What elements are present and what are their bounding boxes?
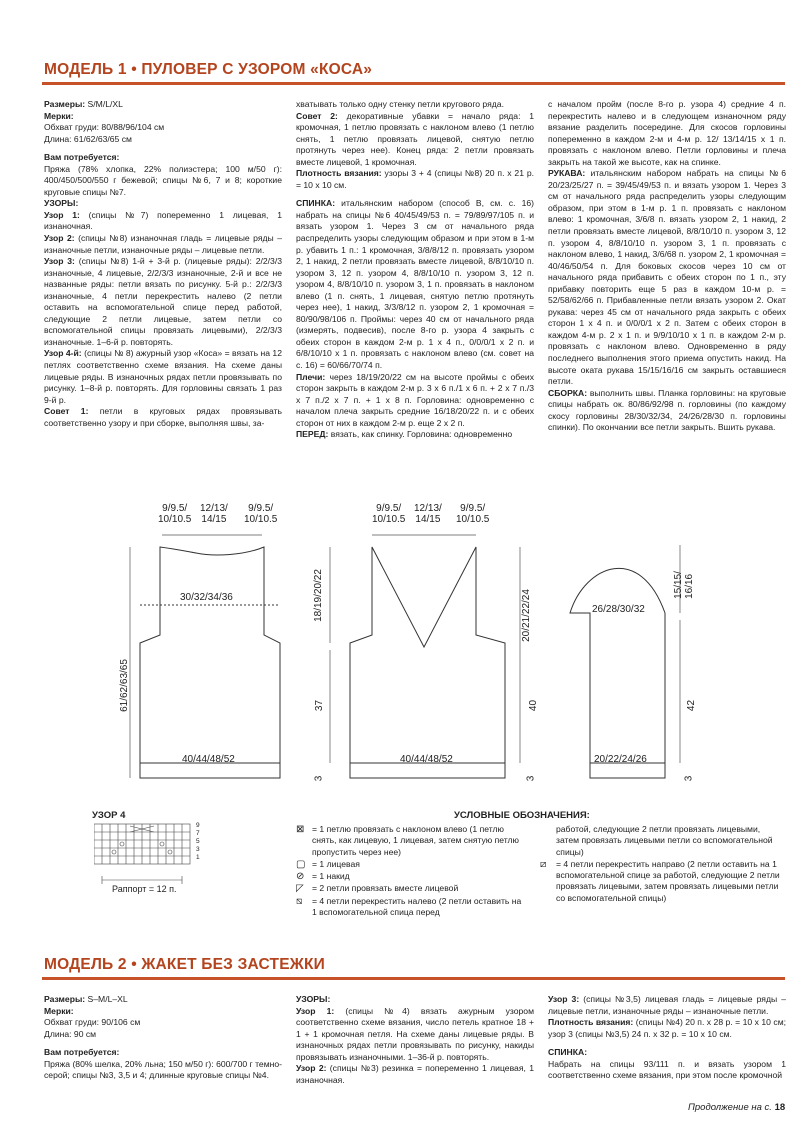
paragraph [548, 1047, 786, 1059]
paragraph-heading: Узор 2: [44, 233, 75, 244]
front-shoulder-right-text: 9/9.5/ 10/10.5 [456, 503, 490, 525]
model2-column-3 [548, 994, 786, 1104]
legend-item [540, 859, 780, 904]
paragraph-text: декоративные убавки = начало ряда: 1 кромочная, 1 петлю провязать с наклоном влево (1 петлю снять, 1 петлю провязать лицевой, снятую петлю протянуть через нее). Конец ряда: 2 петли провязать вместе лицевой, 1 кромочная. [296, 110, 534, 167]
paragraph-heading: Узор 1: [44, 209, 80, 220]
paragraph-text: (спицы №8) изнаночная гладь = лицевые ряды – изнаночные петли, изнаночные ряды – лицевые петли. [44, 233, 282, 255]
legend-item [540, 824, 780, 858]
back-schematic [140, 547, 280, 778]
paragraph-gap [296, 191, 534, 198]
legend-right [540, 824, 780, 905]
continued-page: 18 [774, 1102, 786, 1113]
paragraph [296, 1063, 534, 1086]
legend-symbol-icon: ▢ [296, 858, 306, 870]
back-neck-dim [200, 503, 228, 525]
back-rib-dim: 3 [313, 775, 325, 782]
front-neck-dim [414, 503, 442, 525]
paragraph [44, 164, 282, 199]
sleeve-width-dim: 26/28/30/32 [592, 604, 645, 615]
paragraph-heading: СПИНКА: [296, 198, 336, 209]
paragraph-heading: Узор 3: [44, 256, 75, 267]
paragraph-gap [548, 1040, 786, 1047]
paragraph-heading: Мерки: [44, 110, 74, 121]
paragraph-text: (спицы №4) вязать ажурным узором соответственно схеме вязания, число петель кратное 18 + 1 + 1 кромочная петля. На схеме даны лицевые ряды. В изнаночных рядах петли провязывать по рисунку, накиды провязывать изнаночными. 1–36-й р. повторять. [296, 1005, 534, 1062]
legend-symbol-icon: ⧅ [296, 895, 303, 907]
back-shoulder-right-text: 9/9.5/ 10/10.5 [244, 503, 278, 525]
paragraph-heading: СБОРКА: [548, 387, 588, 398]
continued-note [688, 1102, 785, 1113]
paragraph-text: (спицы №8) 1-й + 3-й р. (лицевые ряды): 2/2/3/3 изнаночные, 4 лицевые, 2/2/3/3 изнаночные, 2-й и все не названные ряды: петли вязать по рисунку. 5-й р.: 2/2/3/3 изнаночные, 4 петли перекрестить налево (2 петли оставить на вспомогательной спице перед работой, следующие 2 петли лицевые, затем петли со вспомогательной спицы провязать лицевыми), 2/2/3/3 изнаночные. 1–6-й р. повторять. [44, 256, 282, 347]
legend-symbol-icon [540, 824, 556, 858]
paragraph-text: итальянским набором набрать на спицы №6 20/23/25/27 п. = 39/45/49/53 п. и вязать узором 1. Через 3 см от начального ряда распределить узоры следующим образом, при этом в 1-м р. 1 п. провязать с наклоном влево: 1 кромочная, 3/6/8 п. вязать узором 2, 1 накид, 2 петли провязать вместе лицевой, 8/8/10/10 п. узором 3, 12 п. узором 4, 8/8/10/10 п. узором 3, 1 п. провязать с наклоном влево, 1 накид, 3/6/68 п. узором 2, 1 кромочная = 40/46/50/54 п. Для боковых скосов через 10 см от начального ряда прибавить с обеих сторон по 1 п., эту прибавку повторить еще 5 раз в каждом 10-м р. = 52/58/62/66 п. Прибавленные петли вязать узором 2. Окат рукава: через 45 см от начального ряда закрыть с обеих сторон 1 x 4 п. и 0/0/0/1 x 2 п. Затем с обеих сторон в каждом 4-м р. 2 x 1 п. и 9/9/10/10 x 1 п. в каждом 2-м р. провязать с наклоном влево. Одновременно в ряду последнего выполнения этого приема опустить накид. На высоте оката рукава 15/15/16/16 см закрыть оставшиеся петли. [548, 168, 786, 387]
model1-title: МОДЕЛЬ 1 • ПУЛОВЕР С УЗОРОМ «КОСА» [44, 61, 373, 78]
sleeve-cuff-dim: 20/22/24/26 [594, 754, 647, 765]
front-neck-depth-dim: 20/21/22/24 [520, 589, 532, 642]
front-schematic [350, 547, 505, 778]
scheme-rapport: Раппорт = 12 п. [112, 884, 177, 894]
paragraph [44, 1017, 282, 1029]
paragraph-heading: Плотность вязания: [548, 1017, 634, 1028]
paragraph [44, 233, 282, 256]
scheme-row-1: 1 [196, 854, 200, 861]
legend-symbol-icon: ⊠ [296, 824, 305, 835]
sleeve-length-dim: 42 [686, 699, 698, 712]
paragraph-heading: Совет 1: [44, 406, 89, 417]
front-shoulder-left-dim [372, 503, 405, 525]
paragraph-heading: УЗОРЫ: [44, 198, 79, 209]
paragraph-heading: Размеры: [44, 994, 86, 1004]
paragraph-heading: ПЕРЕД: [296, 429, 329, 440]
paragraph-heading: Узор 2: [296, 1063, 327, 1074]
legend-text: = 4 петли перекрестить налево (2 петли оставить на 1 вспомогательной спица перед [312, 895, 522, 918]
sleeve-rib-dim: 3 [683, 775, 695, 782]
paragraph-heading: Узор 1: [296, 1005, 335, 1016]
paragraph [44, 994, 282, 1006]
paragraph [44, 111, 282, 123]
model1-column-1 [44, 99, 282, 497]
paragraph-text: (спицы №3,5) лицевая гладь = лицевые ряды – лицевые петли, изнаночные ряды – изнаночные петли. [548, 994, 786, 1016]
paragraph [548, 994, 786, 1017]
paragraph [296, 168, 534, 191]
back-side-dim: 37 [314, 699, 326, 712]
model1-column-3 [548, 99, 786, 497]
paragraph-text: Обхват груди: 90/106 см [44, 1017, 141, 1028]
paragraph [296, 372, 534, 430]
legend-item [296, 871, 526, 882]
model2-column-2 [296, 994, 534, 1104]
model1-title-rule [42, 82, 785, 85]
legend-title: УСЛОВНЫЕ ОБОЗНАЧЕНИЯ: [454, 810, 590, 821]
paragraph-heading: Узор 3: [548, 994, 580, 1004]
back-hem-dim: 40/44/48/52 [182, 754, 235, 765]
scheme-row-3: 3 [196, 846, 200, 853]
paragraph-heading: Вам потребуется: [44, 1047, 120, 1058]
paragraph [44, 99, 282, 111]
paragraph-text: Набрать на спицы 93/111 п. и вязать узором 1 соответственно схеме вязания, при этом после кромочной [548, 1058, 786, 1081]
paragraph-text: (спицы №4) 20 п. x 28 р. = 10 x 10 см; узор 3 (спицы №3,5) 24 п. x 32 р. = 10 x 10 см. [548, 1017, 786, 1039]
front-rib-dim: 3 [525, 775, 537, 782]
paragraph-text: Пряжа (78% хлопка, 22% полиэстера; 100 м/50 г): 400/450/500/550 г бежевой; спицы №6, 7 и 8; короткие круговые спицы №7. [44, 163, 282, 197]
paragraph [296, 429, 534, 441]
paragraph [296, 99, 534, 111]
paragraph [548, 388, 786, 434]
paragraph-text: выполнить швы. Планка горловины: на круговые спицы набрать ок. 80/86/92/98 п. горловины (по каждому скосу горловины 28/30/32/34, 24/26/28/30 п. горловины спинки). По окончании все петли закрыть. Вшить рукава. [548, 387, 786, 433]
back-height-dim: 61/62/63/65 [118, 659, 130, 712]
legend-text: работой, следующие 2 петли провязать лицевыми, затем провязать лицевыми петли со вспомогательной спицы) [556, 824, 773, 857]
legend-left [296, 824, 526, 919]
paragraph [548, 168, 786, 387]
paragraph [44, 152, 282, 164]
paragraph-gap [44, 1040, 282, 1047]
legend-item [296, 859, 526, 870]
legend-item [296, 824, 526, 858]
paragraph-text: (спицы №7) попеременно 1 лицевая, 1 изнаночная. [44, 209, 282, 232]
paragraph-text: через 18/19/20/22 см на высоте проймы с обеих сторон закрыть в каждом 2-м р. 3 x 6 п./1 x 6 п. + 2 x 7 п./3 x 7 п./2 x 7 п. + 1 x 8 п. Горловина: одновременно с началом плеча закрыть средние 16/18/20/22 п. и с обеих сторон от них в каждом 2-м р. еще 2 x 2 п. [296, 371, 534, 428]
front-side-dim: 40 [528, 699, 540, 712]
paragraph [548, 99, 786, 168]
paragraph-text: Пряжа (80% шелка, 20% льна; 150 м/50 г): 600/700 г темно-серой; спицы №3, 3,5 и 4; длинные круговые спицы №4. [44, 1058, 282, 1081]
paragraph-heading: Размеры: [44, 99, 86, 109]
paragraph-text: Длина: 90 см [44, 1028, 97, 1039]
paragraph-heading: СПИНКА: [548, 1047, 588, 1058]
paragraph [44, 1029, 282, 1041]
paragraph [296, 1006, 534, 1064]
model2-title: МОДЕЛЬ 2 • ЖАКЕТ БЕЗ ЗАСТЕЖКИ [44, 956, 325, 973]
paragraph-text: Обхват груди: 80/88/96/104 см [44, 122, 165, 133]
paragraph-text: S/M/L/XL [85, 99, 123, 109]
back-chest-dim: 30/32/34/36 [180, 592, 233, 603]
legend-text: = 1 накид [312, 871, 350, 882]
continued-text: Продолжение на с. [688, 1102, 775, 1113]
paragraph-text: хватывать только одну стенку петли кругового ряда. [296, 99, 504, 109]
paragraph [44, 348, 282, 406]
legend-item [296, 896, 526, 919]
model1-column-2 [296, 99, 534, 497]
paragraph [44, 122, 282, 134]
back-shoulder-left-text: 9/9.5/ 10/10.5 [158, 503, 192, 525]
paragraph-text: с началом пройм (после 8-го р. узора 4) средние 4 п. перекрестить налево и в следующем изнаночном ряду вязание разделить посередине. Для скосов горловины попеременно в каждом 2-м и 4-м р. 12/ 13/14/15 x 1 п. провязать с наклоном влево. Петли горловины и плеча закрыть на такой же высоте, как на спинке. [548, 99, 786, 167]
paragraph [44, 198, 282, 210]
paragraph-text: (спицы №3) резинка = попеременно 1 лицевая, 1 изнаночная. [296, 1063, 534, 1085]
legend-text: = 2 петли провязать вместе лицевой [312, 883, 459, 894]
legend-symbol-icon: ⊘ [296, 871, 305, 883]
pattern-schematics [0, 495, 800, 795]
paragraph-heading: Мерки: [44, 1005, 74, 1016]
paragraph-text: (спицы № 8) ажурный узор «Коса» = вязать на 12 петлях соответственно схеме вязания. На схеме даны лицевые ряды. В изнаночных рядах петли провязывать по рисунку. 1–8-й р. повторять. Для горловины связать 1 раз 9-й р. [44, 348, 282, 405]
paragraph-text: Длина: 61/62/63/65 см [44, 133, 132, 144]
paragraph [548, 1017, 786, 1040]
scheme-title: УЗОР 4 [92, 810, 126, 821]
front-shoulder-right-dim [456, 503, 489, 525]
model2-title-rule [42, 977, 785, 980]
paragraph-heading: Узор 4-й: [44, 348, 82, 359]
sleeve-schematic [570, 568, 665, 778]
back-shoulder-left-dim [158, 503, 191, 525]
paragraph-heading: Плотность вязания: [296, 168, 382, 179]
scheme-row-9: 9 [196, 822, 200, 829]
paragraph [44, 210, 282, 233]
front-hem-dim: 40/44/48/52 [400, 754, 453, 765]
paragraph [44, 406, 282, 429]
front-shoulder-left-text: 9/9.5/ 10/10.5 [372, 503, 406, 525]
back-neck-text: 12/13/ 14/15 [200, 503, 228, 525]
paragraph-heading: РУКАВА: [548, 168, 586, 179]
legend-text: = 1 лицевая [312, 858, 360, 869]
back-armhole-dim: 18/19/20/22 [312, 569, 324, 622]
paragraph-text: вязать, как спинку. Горловина: одновременно [328, 429, 513, 440]
paragraph [44, 1059, 282, 1082]
scheme-row-numbers [196, 822, 204, 862]
paragraph-heading: УЗОРЫ: [296, 994, 331, 1004]
paragraph [44, 1006, 282, 1018]
paragraph-text: S–M/L–XL [85, 994, 128, 1004]
sleeve-cap-dim: 15/15/ 16/16 [672, 571, 695, 599]
paragraph [296, 198, 534, 371]
paragraph-heading: Вам потребуется: [44, 152, 120, 163]
paragraph-text: петли в круговых рядах провязывать соответственно узору и при сборке, выполняя швы, за- [44, 406, 282, 428]
legend-symbol-icon: ◸ [296, 883, 304, 895]
legend-text: = 4 петли перекрестить направо (2 петли оставить на 1 вспомогательной спице за работой, следующие 2 петли провязать лицевыми, затем провязать лицевыми петли со вспомогательной спицы) [556, 858, 780, 903]
back-shoulder-right-dim [244, 503, 277, 525]
paragraph-text: итальянским набором (способ В, см. с. 16) набрать на спицы №6 40/45/49/53 п. = 79/89/97/105 п. и вязать узором 1. Через 3 см от начального ряда распределить узоры следующим образом и при этом в 1-м р. убавить 1 п.: 1 кромочная, 3/8/8/12 п. провязать узором 2, 1 накид, 2 петли провязать вместе лицевой, 8/8/10/10 п. узором 3, 12 п. узором 4, 8/8/10/10 п. узором 3, 12 п. узором 4, 8/8/10/10 п. узором 3, 1 п. провязать в наклоном влево (1 п. снять, 1 лицевая, снятую петлю протянуть через нее), 1 накид, 3/3/8/12 п. узором 2, 1 кромочная = 80/90/98/106 п. Проймы: через 40 см от начального ряда (измерять, подвесив), после 8-го р. узора 4 закрыть с обеих сторон в каждом 2-м р. 1 x 4 п., 0/0/0/1 x 2 п. и 6/8/10/10 x 1 п. провязать с наклоном влево (см. совет на с. 16) = 60/66/70/74 п. [296, 198, 534, 371]
scheme-row-5: 5 [196, 838, 200, 845]
paragraph [296, 111, 534, 169]
front-neck-text: 12/13/ 14/15 [414, 503, 442, 525]
paragraph [44, 1047, 282, 1059]
paragraph-heading: Плечи: [296, 371, 326, 382]
legend-item [296, 883, 526, 894]
paragraph-text: узоры 3 + 4 (спицы №8) 20 п. x 21 р. = 10 x 10 см. [296, 168, 534, 190]
model2-column-1 [44, 994, 282, 1104]
paragraph [44, 256, 282, 348]
legend-symbol-icon: ⧄ [540, 858, 547, 870]
scheme-row-7: 7 [196, 830, 200, 837]
legend-text: = 1 петлю провязать с наклоном влево (1 петлю снять, как лицевую, 1 лицевая, затем снятую петлю пропустить через нее) [312, 824, 519, 857]
paragraph-gap [44, 145, 282, 152]
paragraph [296, 994, 534, 1006]
paragraph-heading: Совет 2: [296, 110, 338, 121]
paragraph [548, 1059, 786, 1082]
paragraph [44, 134, 282, 146]
